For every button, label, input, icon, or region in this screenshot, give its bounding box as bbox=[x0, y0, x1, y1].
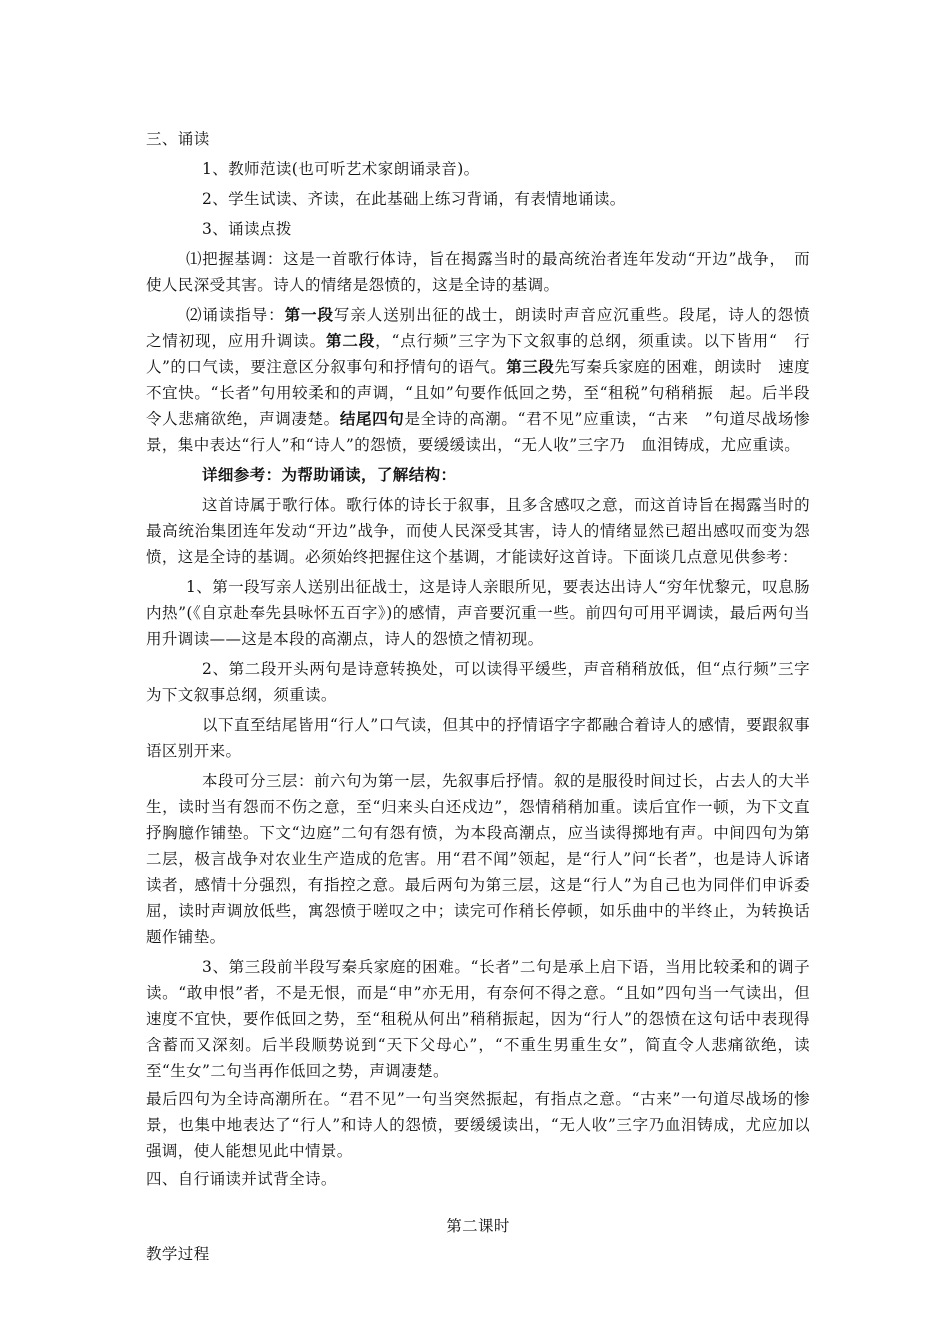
list-item: 1、教师范读(也可听艺术家朗诵录音)。 bbox=[202, 160, 480, 178]
part1-label: 第一段 bbox=[284, 305, 334, 324]
detail-heading: 详细参考：为帮助诵读，了解结构： bbox=[202, 465, 457, 484]
detail-paragraph: 以下直至结尾皆用“行人”口气读，但其中的抒情语字字都融合着诗人的感情，要跟叙事语区别开来。 bbox=[146, 716, 810, 760]
reading-guide-paragraph bbox=[146, 302, 826, 458]
final-paragraph: 最后四句为全诗高潮所在。“君不见”一句当突然振起，有指点之意。“古来”一句道尽战场的惨景，也集中地表达了“行人”和诗人的怨愤，要缓缓读出，“无人收”三字乃血泪铸成，尤应加以强调，使人能想见此中情景。 bbox=[146, 1090, 810, 1160]
detail-paragraph: 2、第二段开头两句是诗意转换处，可以读得平缓些，声音稍稍放低，但“点行频”三字为下文叙事总纲，须重读。 bbox=[146, 660, 810, 704]
ending-label: 结尾四句 bbox=[339, 409, 405, 428]
ending-text: 是全诗的高潮。“君不见”应重读，“古来 ”句道尽战场惨景，集中表达“行人”和“诗人”的怨愤，要缓缓读出，“无人收”三字乃 血泪铸成，尤应重读。 bbox=[146, 410, 810, 454]
list-item: 3、诵读点拨 bbox=[202, 220, 292, 238]
part2-label: 第二段 bbox=[325, 331, 376, 350]
process-title: 教学过程 bbox=[146, 1245, 210, 1263]
keynote-paragraph: ⑴把握基调：这是一首歌行体诗，旨在揭露当时的最高统治者连年发动“开边”战争， 而使人民深受其害。诗人的情绪是怨愤的，这是全诗的基调。 bbox=[146, 250, 810, 294]
part3-text: 先写秦兵家庭的困难，朗读时 速度不宜快。“长者”句用较柔和的声调，“且如”句要作低回之势，至“租税”句稍稍振 起。后半段令人悲痛欲绝，声调凄楚。 bbox=[146, 358, 810, 428]
part3-label: 第三段 bbox=[506, 357, 555, 376]
detail-paragraph: 本段可分三层：前六句为第一层，先叙事后抒情。叙的是服役时间过长，占去人的大半生，读时当有怨而不伤之意，至“归来头白还戍边”，怨情稍稍加重。读后宜作一顿，为下文直抒胸臆作铺垫。下文“边庭”二句有怨有愤，为本段高潮点，应当读得掷地有声。中间四句为第二层，极言战争对农业生产造成的危害。用“君不闻”领起，是“行人”问“长者”，也是诗人诉诸读者，感情十分强烈，有指控之意。最后两句为第三层，这是“行人”为自己也为同伴们申诉委屈，读时声调放低些，寓怨愤于嗟叹之中；读完可作稍长停顿，如乐曲中的半终止，为转换话题作铺垫。 bbox=[146, 772, 810, 946]
detail-paragraph: 3、第三段前半段写秦兵家庭的困难。“长者”二句是承上启下语，当用比较柔和的调子读。“敢申恨”者，不是无恨，而是“申”亦无用，有奈何不得之意。“且如”四句当一气读出，但速度不宜快，要作低回之势，至“租税从何出”稍稍振起，因为“行人”的怨愤在这句话中表现得含蓄而又深刻。后半段顺势说到“天下父母心”，“不重生男重生女”，简直令人悲痛欲绝，读至“生女”二句当再作低回之势，声调凄楚。 bbox=[146, 958, 810, 1080]
document-body bbox=[146, 126, 826, 1267]
guide-intro: ⑵诵读指导： bbox=[186, 306, 285, 324]
detail-paragraph: 这首诗属于歌行体。歌行体的诗长于叙事，且多含感叹之意，而这首诗旨在揭露当时的最高统治集团连年发动“开边”战争，而使人民深受其害，诗人的情绪显然已超出感叹而变为怨愤，这是全诗的基调。必须始终把握住这个基调，才能读好这首诗。下面谈几点意见供参考： bbox=[146, 496, 810, 566]
detail-paragraph: 1、第一段写亲人送别出征战士，这是诗人亲眼所见，要表达出诗人“穷年忧黎元，叹息肠内热”(《自京赴奉先县咏怀五百字》)的感情，声音要沉重一些。前四句可用平调读，最后两句当用升调读——这是本段的高潮点，诗人的怨愤之情初现。 bbox=[146, 578, 810, 648]
section4-heading: 四、自行诵读并试背全诗。 bbox=[146, 1170, 337, 1188]
part1-text: 写亲人送别出征的战士，朗读时声音应沉重些。段尾，诗人的怨愤 之情初现，应用升调读。 bbox=[146, 306, 826, 350]
section3-heading: 三、诵读 bbox=[146, 130, 210, 148]
list-item: 2、学生试读、齐读，在此基础上练习背诵，有表情地诵读。 bbox=[202, 190, 626, 208]
lesson2-title: 第二课时 bbox=[446, 1217, 510, 1235]
part2-text: ，“点行频”三字为下文叙事的总纲，须重读。以下皆用“ 行人”的口气读，要注意区分叙事句和抒情句的语气。 bbox=[146, 332, 811, 376]
